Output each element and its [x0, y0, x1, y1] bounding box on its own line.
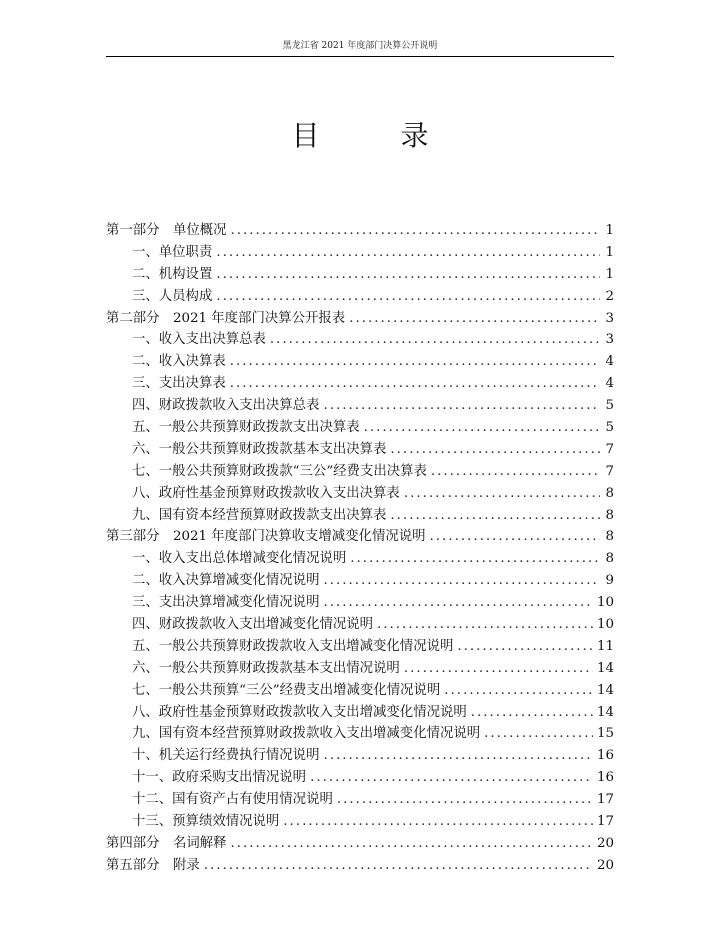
toc-entry-page-number: 9 — [605, 573, 614, 589]
toc-part-entry[interactable] — [106, 220, 614, 242]
toc-entry-label: 一、收入支出总体增减变化情况说明 — [132, 551, 347, 567]
toc-entry-page-number: 8 — [605, 485, 614, 501]
toc-section-entry[interactable] — [106, 767, 614, 789]
toc-section-entry[interactable] — [106, 548, 614, 570]
toc-dot-leader — [323, 570, 600, 592]
toc-entry-label: 十二、国有资产占有使用情况说明 — [132, 792, 333, 808]
toc-dot-leader — [364, 417, 600, 439]
toc-entry-label: 九、国有资本经营预算财政拨款支出决算表 — [132, 507, 387, 523]
toc-entry-page-number: 17 — [596, 814, 614, 830]
toc-entry-page-number: 8 — [605, 551, 614, 567]
toc-entry-page-number: 1 — [605, 266, 614, 282]
toc-entry-label: 三、支出决算增减变化情况说明 — [132, 595, 320, 611]
toc-entry-label: 八、政府性基金预算财政拨款收入支出增减变化情况说明 — [132, 704, 467, 720]
toc-dot-leader — [323, 395, 600, 417]
toc-dot-leader — [444, 680, 593, 702]
page-title: 目 录 — [291, 119, 465, 152]
toc-part-entry[interactable] — [106, 526, 614, 548]
toc-dot-leader — [350, 548, 600, 570]
table-of-contents — [106, 220, 614, 877]
toc-section-entry[interactable] — [106, 505, 614, 527]
toc-entry-page-number: 14 — [596, 682, 614, 698]
toc-dot-leader — [216, 242, 600, 264]
toc-entry-page-number: 16 — [596, 748, 614, 764]
toc-entry-label: 第二部分 2021 年度部门决算公开报表 — [106, 310, 346, 326]
toc-section-entry[interactable] — [106, 461, 614, 483]
toc-dot-leader — [231, 220, 600, 242]
toc-entry-page-number: 1 — [605, 223, 614, 238]
toc-dot-leader — [310, 767, 593, 789]
toc-section-entry[interactable] — [106, 483, 614, 505]
toc-section-entry[interactable] — [106, 723, 614, 745]
toc-dot-leader — [230, 373, 600, 395]
toc-entry-page-number: 7 — [605, 463, 614, 479]
toc-section-entry[interactable] — [106, 395, 614, 417]
toc-entry-page-number: 11 — [596, 638, 614, 654]
toc-dot-leader — [471, 702, 593, 724]
toc-entry-label: 九、国有资本经营预算财政拨款收入支出增减变化情况说明 — [132, 726, 481, 742]
toc-dot-leader — [204, 855, 593, 877]
toc-entry-page-number: 15 — [596, 726, 614, 742]
toc-section-entry[interactable] — [106, 789, 614, 811]
toc-entry-page-number: 5 — [605, 420, 614, 436]
toc-entry-label: 三、支出决算表 — [132, 376, 226, 392]
toc-section-entry[interactable] — [106, 329, 614, 351]
toc-entry-label: 六、一般公共预算财政拨款基本支出决算表 — [132, 441, 387, 457]
toc-entry-label: 一、单位职责 — [132, 244, 213, 260]
toc-entry-label: 第四部分 名词解释 — [106, 835, 227, 851]
toc-entry-label: 八、政府性基金预算财政拨款收入支出决算表 — [132, 485, 400, 501]
toc-entry-label: 四、财政拨款收入支出决算总表 — [132, 398, 320, 414]
toc-entry-page-number: 10 — [596, 617, 614, 633]
toc-entry-page-number: 8 — [605, 529, 614, 545]
toc-section-entry[interactable] — [106, 745, 614, 767]
toc-dot-leader — [377, 614, 593, 636]
toc-part-entry[interactable] — [106, 855, 614, 877]
toc-entry-page-number: 20 — [596, 835, 614, 851]
toc-entry-label: 第五部分 附录 — [106, 857, 200, 873]
toc-entry-label: 二、收入决算表 — [132, 354, 226, 370]
toc-dot-leader — [390, 439, 600, 461]
toc-section-entry[interactable] — [106, 417, 614, 439]
toc-entry-page-number: 7 — [605, 441, 614, 457]
toc-entry-label: 六、一般公共预算财政拨款基本支出情况说明 — [132, 660, 400, 676]
toc-entry-page-number: 4 — [605, 376, 614, 392]
toc-section-entry[interactable] — [106, 811, 614, 833]
toc-entry-label: 一、收入支出决算总表 — [132, 332, 266, 348]
toc-dot-leader — [457, 636, 593, 658]
toc-dot-leader — [404, 658, 593, 680]
toc-entry-page-number: 16 — [596, 770, 614, 786]
toc-entry-label: 七、一般公共预算“三公”经费支出增减变化情况说明 — [132, 682, 441, 698]
toc-dot-leader — [430, 526, 600, 548]
toc-dot-leader — [216, 286, 600, 308]
toc-section-entry[interactable] — [106, 351, 614, 373]
toc-dot-leader — [390, 505, 600, 527]
toc-entry-page-number: 14 — [596, 660, 614, 676]
toc-section-entry[interactable] — [106, 614, 614, 636]
toc-section-entry[interactable] — [106, 702, 614, 724]
toc-part-entry[interactable] — [106, 308, 614, 330]
toc-entry-label: 二、机构设置 — [132, 266, 213, 282]
toc-part-entry[interactable] — [106, 833, 614, 855]
toc-section-entry[interactable] — [106, 680, 614, 702]
toc-entry-page-number: 17 — [596, 792, 614, 808]
toc-section-entry[interactable] — [106, 373, 614, 395]
toc-dot-leader — [323, 592, 592, 614]
toc-entry-label: 十三、预算绩效情况说明 — [132, 814, 280, 830]
toc-section-entry[interactable] — [106, 264, 614, 286]
toc-dot-leader — [349, 308, 600, 330]
toc-entry-label: 第三部分 2021 年度部门决算收支增减变化情况说明 — [106, 529, 426, 545]
toc-entry-page-number: 3 — [605, 332, 614, 348]
toc-dot-leader — [404, 483, 600, 505]
toc-entry-label: 十、机关运行经费执行情况说明 — [132, 748, 320, 764]
toc-section-entry[interactable] — [106, 658, 614, 680]
toc-entry-page-number: 8 — [605, 507, 614, 523]
toc-entry-label: 五、一般公共预算财政拨款收入支出增减变化情况说明 — [132, 638, 454, 654]
toc-dot-leader — [231, 833, 593, 855]
header-rule — [106, 56, 614, 57]
toc-section-entry[interactable] — [106, 286, 614, 308]
toc-section-entry[interactable] — [106, 636, 614, 658]
toc-entry-page-number: 4 — [605, 354, 614, 370]
toc-section-entry[interactable] — [106, 242, 614, 264]
toc-entry-page-number: 10 — [596, 595, 614, 611]
toc-section-entry[interactable] — [106, 439, 614, 461]
running-header: 黑龙江省 2021 年度部门决算公开说明 — [282, 41, 438, 51]
toc-entry-label: 十一、政府采购支出情况说明 — [132, 770, 307, 786]
toc-dot-leader — [484, 723, 593, 745]
toc-dot-leader — [431, 461, 600, 483]
toc-entry-page-number: 1 — [605, 244, 614, 260]
toc-entry-page-number: 5 — [605, 398, 614, 414]
toc-dot-leader — [337, 789, 593, 811]
toc-entry-page-number: 3 — [605, 310, 614, 326]
toc-entry-page-number: 2 — [605, 288, 614, 304]
toc-dot-leader — [230, 351, 600, 373]
toc-dot-leader — [283, 811, 593, 833]
toc-section-entry[interactable] — [106, 570, 614, 592]
toc-dot-leader — [216, 264, 600, 286]
toc-section-entry[interactable] — [106, 592, 614, 614]
toc-entry-label: 二、收入决算增减变化情况说明 — [132, 573, 320, 589]
toc-entry-page-number: 20 — [596, 857, 614, 873]
toc-entry-label: 第一部分 单位概况 — [106, 223, 227, 238]
toc-entry-label: 七、一般公共预算财政拨款“三公”经费支出决算表 — [132, 463, 427, 479]
toc-entry-page-number: 14 — [596, 704, 614, 720]
toc-entry-label: 三、人员构成 — [132, 288, 213, 304]
toc-dot-leader — [270, 329, 600, 351]
toc-entry-label: 四、财政拨款收入支出增减变化情况说明 — [132, 617, 374, 633]
toc-entry-label: 五、一般公共预算财政拨款支出决算表 — [132, 420, 360, 436]
toc-dot-leader — [323, 745, 592, 767]
